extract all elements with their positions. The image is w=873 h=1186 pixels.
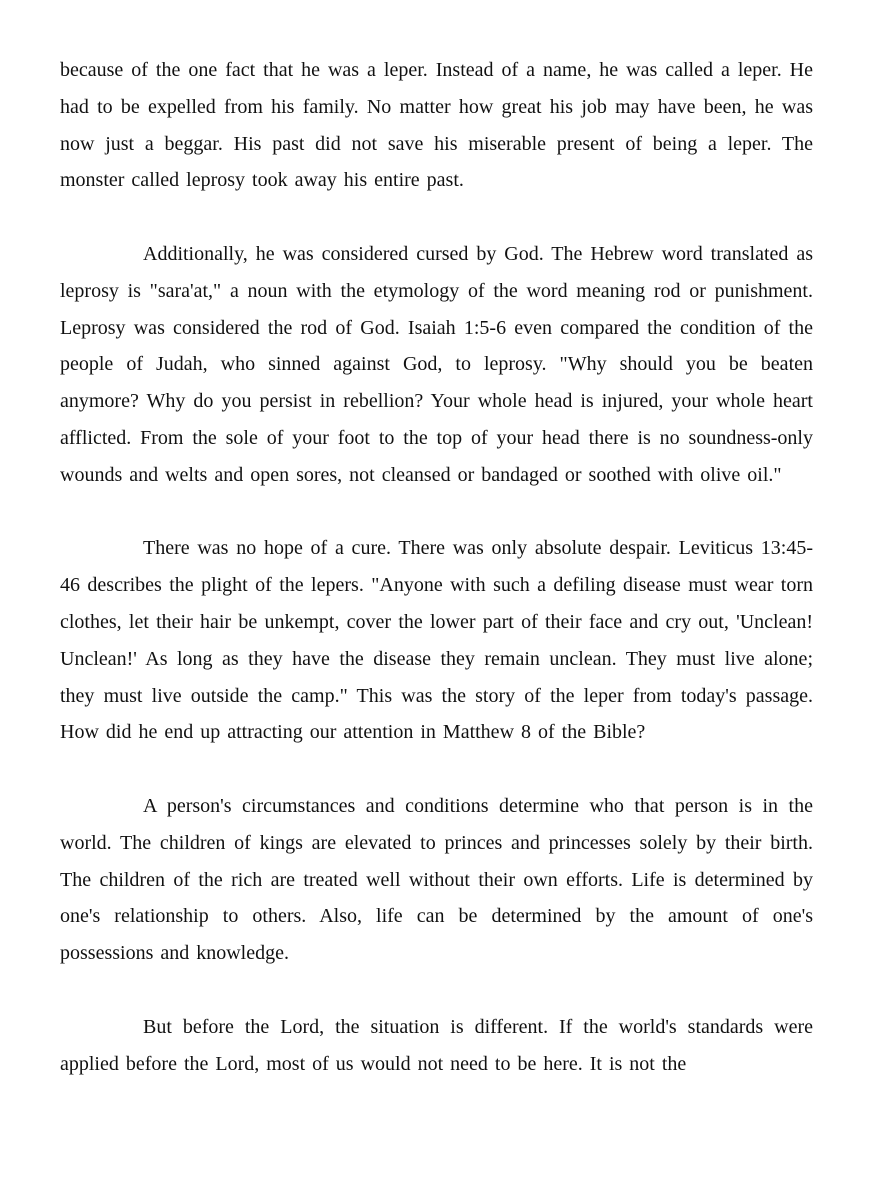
- paragraph-circumstances: A person's circumstances and conditions determine who that person is in the world. The children of kings are elevated to princes and princesses solely by their birth. The children of the rich are treated well without their own efforts. Life is determined by one's relationship to others. Also, life can be determined by the amount of one's possessions and knowledge.: [60, 794, 813, 965]
- paragraph-leper-identity: because of the one fact that he was a leper. Instead of a name, he was called a leper. He had to be expelled from his family. No matter how great his job may have been, he was now just a beggar. His past did not save his miserable present of being a leper. The monster called leprosy took away his entire past.: [60, 59, 813, 192]
- paragraph-before-the-lord: But before the Lord, the situation is different. If the world's standards were applied before the Lord, most of us would not need to be here. It is not the: [60, 1015, 813, 1075]
- paragraph-no-hope: There was no hope of a cure. There was only absolute despair. Leviticus 13:45-46 describes the plight of the lepers. "Anyone with such a defiling disease must wear torn clothes, let their hair be unkempt, cover the lower part of their face and cry out, 'Unclean! Unclean!' As long as they have the disease they remain unclean. They must live alone; they must live outside the camp." This was the story of the leper from today's passage. How did he end up attracting our attention in Matthew 8 of the Bible?: [60, 537, 813, 744]
- paragraph-cursed-by-god: Additionally, he was considered cursed by God. The Hebrew word translated as leprosy is "sara'at," a noun with the etymology of the word meaning rod or punishment. Leprosy was considered the rod of God. Isaiah 1:5-6 even compared the condition of the people of Judah, who sinned against God, to leprosy. "Why should you be beaten anymore? Why do you persist in rebellion? Your whole head is injured, your whole heart afflicted. From the sole of your foot to the top of your head there is no soundness-only wounds and welts and open sores, not cleansed or bandaged or soothed with olive oil.": [60, 242, 813, 486]
- document-page: [60, 52, 813, 1082]
